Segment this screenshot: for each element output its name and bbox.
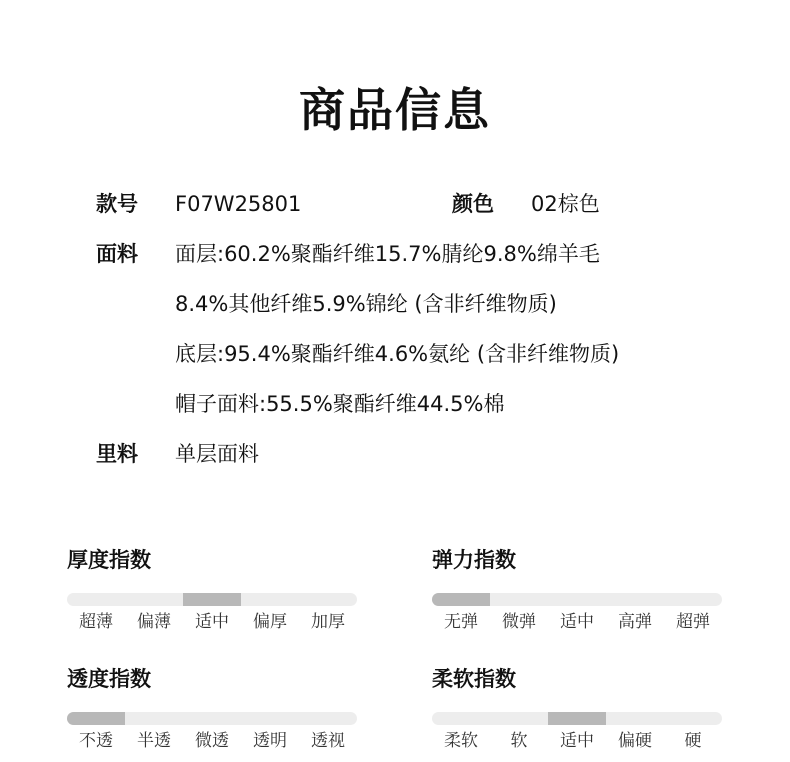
fabric-row-continued bbox=[96, 283, 756, 333]
softness-index-levels bbox=[432, 729, 722, 753]
softness-index-title: 柔软指数 bbox=[432, 667, 516, 691]
transparency-index bbox=[67, 664, 357, 753]
transparency-index-title: 透度指数 bbox=[67, 667, 151, 691]
fabric-line: 面层:60.2%聚酯纤维15.7%腈纶9.8%绵羊毛 bbox=[175, 242, 600, 266]
transparency-level: 不透 bbox=[79, 731, 113, 751]
transparency-level: 半透 bbox=[137, 731, 171, 751]
product-details bbox=[96, 183, 756, 483]
elasticity-level: 适中 bbox=[560, 612, 594, 632]
elasticity-index-levels bbox=[432, 610, 722, 634]
transparency-level: 透视 bbox=[311, 731, 345, 751]
softness-index-marker bbox=[548, 712, 606, 725]
fabric-row-continued bbox=[96, 383, 756, 433]
style-color-row bbox=[96, 183, 756, 233]
fabric-label: 面料 bbox=[96, 242, 138, 266]
page-title: 商品信息 bbox=[299, 83, 491, 137]
transparency-index-track bbox=[67, 712, 357, 725]
thickness-index-track bbox=[67, 593, 357, 606]
softness-index bbox=[432, 664, 722, 753]
thickness-level: 加厚 bbox=[311, 612, 345, 632]
thickness-level: 偏薄 bbox=[137, 612, 171, 632]
elasticity-index-title: 弹力指数 bbox=[432, 548, 516, 572]
softness-level: 偏硬 bbox=[618, 731, 652, 751]
elasticity-level: 微弹 bbox=[502, 612, 536, 632]
style-number-label: 款号 bbox=[96, 192, 138, 216]
transparency-index-marker bbox=[67, 712, 125, 725]
elasticity-level: 无弹 bbox=[444, 612, 478, 632]
transparency-level: 微透 bbox=[195, 731, 229, 751]
fabric-line: 底层:95.4%聚酯纤维4.6%氨纶 (含非纤维物质) bbox=[175, 342, 620, 366]
transparency-index-levels bbox=[67, 729, 357, 753]
elasticity-index bbox=[432, 545, 722, 634]
elasticity-level: 高弹 bbox=[618, 612, 652, 632]
color-value: 02棕色 bbox=[531, 192, 600, 216]
lining-value: 单层面料 bbox=[175, 442, 259, 466]
style-number-value: F07W25801 bbox=[175, 192, 302, 216]
thickness-index-marker bbox=[183, 593, 241, 606]
thickness-index-title: 厚度指数 bbox=[67, 548, 151, 572]
softness-level: 适中 bbox=[560, 731, 594, 751]
fabric-line: 帽子面料:55.5%聚酯纤维44.5%棉 bbox=[175, 392, 505, 416]
fabric-row-continued bbox=[96, 333, 756, 383]
thickness-index bbox=[67, 545, 357, 634]
softness-level: 柔软 bbox=[444, 731, 478, 751]
softness-level: 硬 bbox=[684, 731, 702, 751]
softness-level: 软 bbox=[510, 731, 528, 751]
fabric-line: 8.4%其他纤维5.9%锦纶 (含非纤维物质) bbox=[175, 292, 557, 316]
elasticity-level: 超弹 bbox=[676, 612, 710, 632]
thickness-level: 偏厚 bbox=[253, 612, 287, 632]
transparency-level: 透明 bbox=[253, 731, 287, 751]
thickness-index-levels bbox=[67, 610, 357, 634]
lining-row bbox=[96, 433, 756, 483]
lining-label: 里料 bbox=[96, 442, 138, 466]
elasticity-index-marker bbox=[432, 593, 490, 606]
thickness-level: 适中 bbox=[195, 612, 229, 632]
fabric-row bbox=[96, 233, 756, 283]
elasticity-index-track bbox=[432, 593, 722, 606]
thickness-level: 超薄 bbox=[79, 612, 113, 632]
softness-index-track bbox=[432, 712, 722, 725]
color-label: 颜色 bbox=[452, 192, 494, 216]
